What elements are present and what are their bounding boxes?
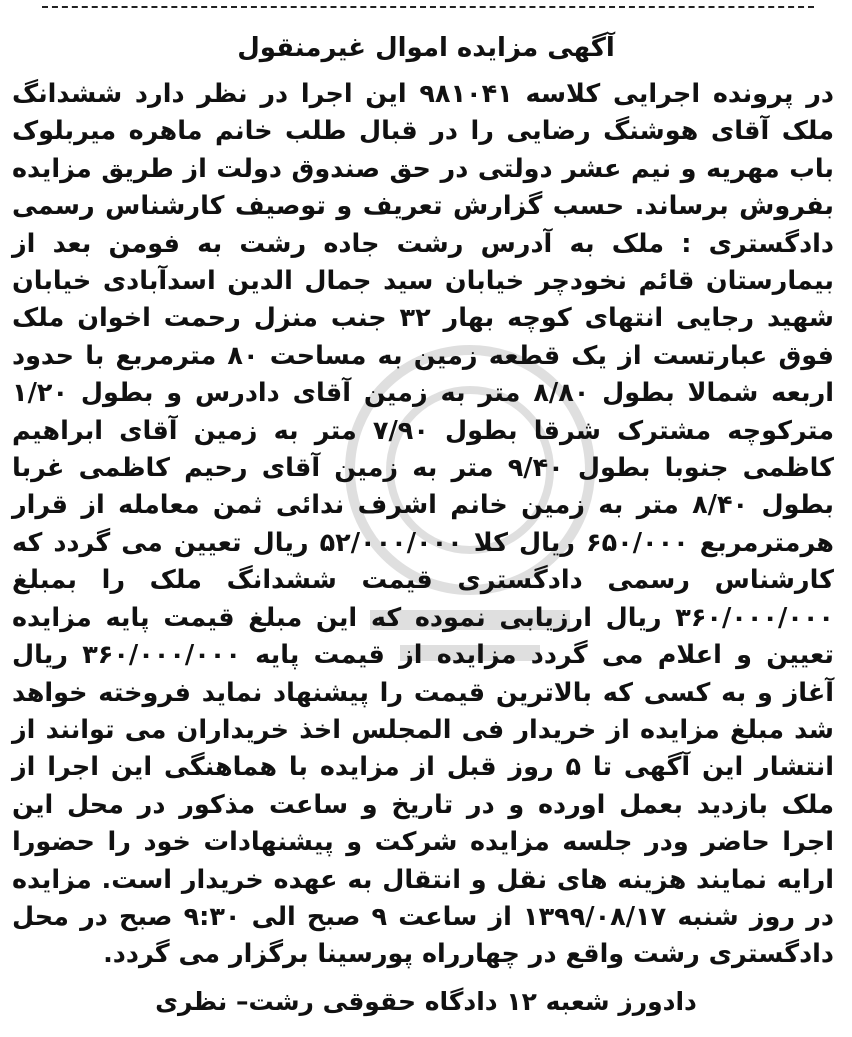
notice-title: آگهی مزایده اموال غیرمنقول bbox=[237, 33, 615, 63]
notice-body: در پرونده اجرایی کلاسه ۹۸۱۰۴۱ این اجرا در نظر دارد ششدانگ ملک آقای هوشنگ رضایی را در قبال طلب خانم ماهره میربلوک باب مهریه و نیم عشر دولتی در حق صندوق دولت از طریق مزایده بفروش برساند. حسب گزارش تعریف و توصیف کارشناس رسمی دادگستری : ملک به آدرس رشت جاده رشت به فومن بعد از بیمارستان قائم نخودچر خیابان سید جمال الدین اسدآبادی خیابان شهید رجایی انتهای کوچه بهار ۳۲ جنب منزل رحمت اخوان ملک فوق عبارتست از یک قطعه زمین به مساحت ۸۰ مترمربع با حدود اربعه شمالا بطول ۸/۸۰ متر به زمین آقای دادرس و بطول ۱/۲۰ مترکوچه مشترک شرقا بطول ۷/۹۰ متر به زمین آقای ابراهیم کاظمی جنوبا بطول ۹/۴۰ متر به زمین آقای رحیم کاظمی غربا بطول ۸/۴۰ متر به زمین خانم اشرف ندائی ثمن معامله از قرار هرمترمربع ۶۵۰/۰۰۰ ریال کلا ۵۲/۰۰۰/۰۰۰ ریال تعیین می گردد که کارشناس رسمی دادگستری قیمت ششدانگ ملک را بمبلغ ۳۶۰/۰۰۰/۰۰۰ ریال ارزیابی نموده که این مبلغ قیمت پایه مزایده تعیین و اعلام می گردد مزایده از قیمت پایه ۳۶۰/۰۰۰/۰۰۰ ریال آغاز و به کسی که بالاترین قیمت را پیشنهاد نماید فروخته خواهد شد مبلغ مزایده از خریدار فی المجلس اخذ خریداران می توانند از انتشار این آگهی تا ۵ روز قبل از مزایده با هماهنگی این اجرا از ملک بازدید بعمل اورده و در تاریخ و ساعت مذکور در محل این اجرا حاضر ودر جلسه مزایده شرکت و پیشنهادات خود را حضورا ارایه نمایند هزینه های نقل و انتقال به عهده خریدار است. مزایده در روز شنبه ۱۳۹۹/۰۸/۱۷ از ساعت ۹ صبح الی ۹:۳۰ صبح در محل دادگستری رشت واقع در چهارراه پورسینا برگزار می گردد. bbox=[12, 79, 835, 970]
notice-signature: دادورز شعبه ۱۲ دادگاه حقوقی رشت– نظری bbox=[155, 987, 697, 1016]
top-dashed-rule bbox=[42, 6, 814, 8]
